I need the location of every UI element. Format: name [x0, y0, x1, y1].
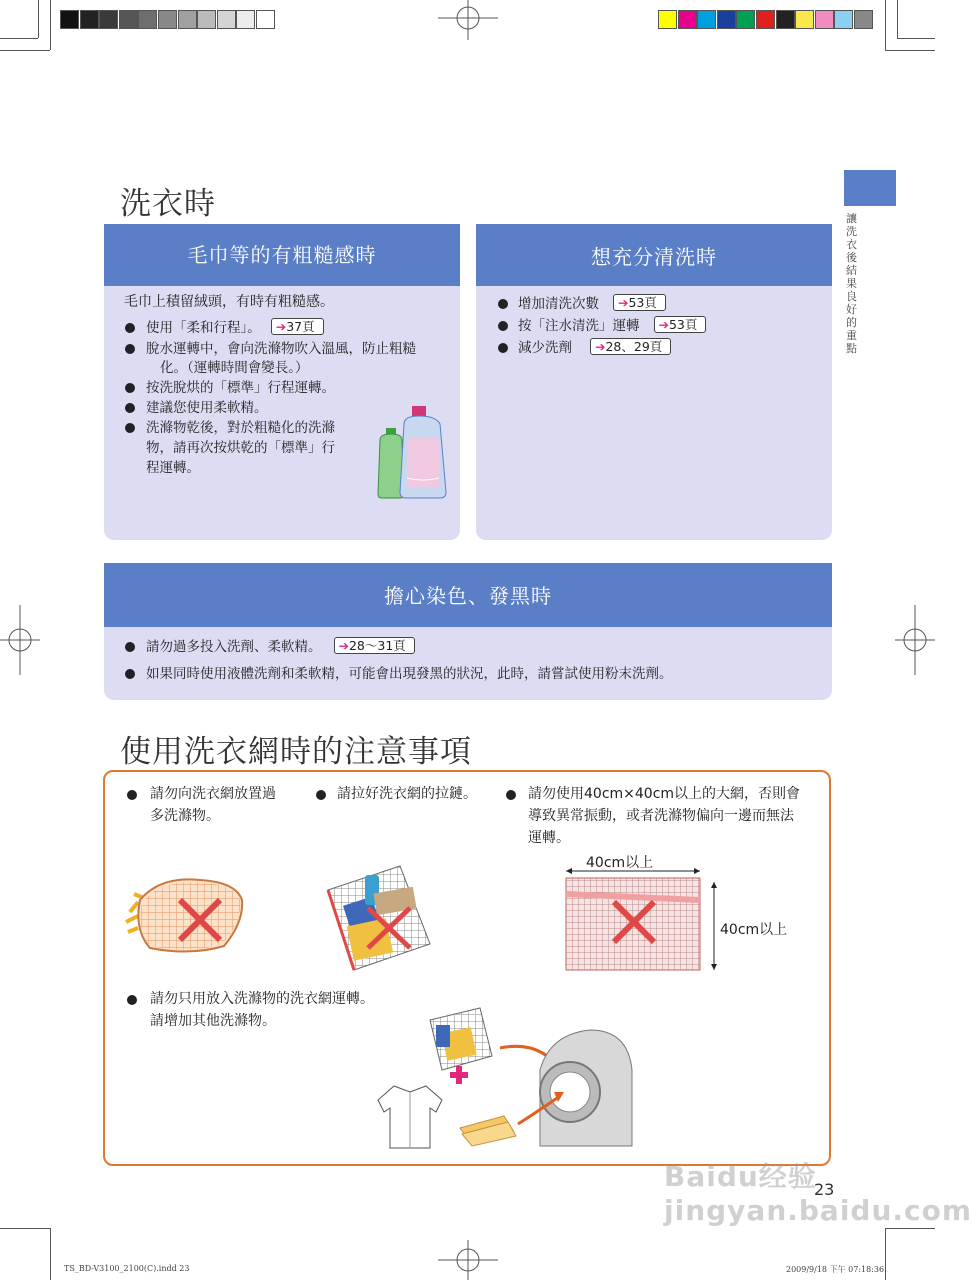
list-item — [146, 318, 324, 338]
list-item: 按洗脫烘的「標準」行程運轉。 — [146, 380, 335, 396]
ref-label: 53頁 — [668, 317, 698, 332]
section-title-laundry-net: 使用洗衣網時的注意事項 — [120, 734, 472, 770]
registration-mark-top — [438, 0, 498, 40]
list-item-cont: 物，請再次按烘乾的「標準」行 — [146, 440, 335, 456]
color-swatch — [834, 10, 853, 29]
watermark: Baidu经验 jingyan.baidu.com — [664, 1160, 972, 1227]
panel-heading: 毛巾等的有粗糙感時 — [104, 224, 460, 286]
page-ref — [613, 294, 666, 311]
page-ref — [590, 338, 671, 355]
registration-mark-left — [0, 605, 40, 675]
gray-swatch — [217, 10, 236, 29]
color-swatch — [697, 10, 716, 29]
bullet — [125, 383, 135, 393]
note-text: 請勿只用放入洗滌物的洗衣網運轉。 — [150, 991, 374, 1007]
note-text: 請勿向洗衣網放置過 — [150, 786, 276, 802]
item-text: 減少洗劑 — [518, 340, 572, 356]
panel-heading: 想充分清洗時 — [476, 224, 832, 286]
bullet — [125, 642, 135, 652]
section-title-washing: 洗衣時 — [120, 186, 216, 222]
color-swatch — [795, 10, 814, 29]
note-text: 運轉。 — [528, 830, 570, 846]
bullet — [498, 343, 508, 353]
overfilled-net-icon — [120, 870, 250, 960]
bullet — [125, 403, 135, 413]
footer-timestamp: 2009/9/18 下午 07:18:36 — [786, 1265, 885, 1274]
bullet — [316, 790, 326, 800]
gray-swatch — [236, 10, 255, 29]
panel-intro: 毛巾上積留絨頭，有時有粗糙感。 — [124, 294, 334, 310]
ref-label: 28～31頁 — [348, 638, 406, 653]
page-number: 23 — [814, 1180, 835, 1199]
note-text: 請增加其他洗滌物。 — [150, 1013, 276, 1029]
gray-swatch — [158, 10, 177, 29]
footer-file-name: TS_BD-V3100_2100(C).indd 23 — [64, 1264, 190, 1273]
gray-swatch — [197, 10, 216, 29]
bullet — [498, 321, 508, 331]
net-with-laundry-into-washer-icon — [370, 1000, 640, 1150]
arrow-right-icon: ➔ — [618, 295, 629, 310]
bullet — [125, 423, 135, 433]
arrow-right-icon: ➔ — [275, 319, 287, 334]
panel-heading: 擔心染色、發黑時 — [104, 563, 832, 627]
color-swatch — [658, 10, 677, 29]
list-item: 如果同時使用液體洗劑和柔軟精，可能會出現發黑的狀況，此時，請嘗試使用粉末洗劑。 — [146, 666, 673, 682]
page-ref — [654, 316, 707, 333]
bullet — [125, 344, 135, 354]
gray-swatch — [138, 10, 157, 29]
bullet — [125, 323, 135, 333]
registration-mark-right — [895, 605, 935, 675]
list-item — [518, 316, 706, 336]
gray-swatch — [99, 10, 118, 29]
registration-mark-bottom — [438, 1240, 498, 1280]
gray-swatch — [60, 10, 79, 29]
list-item — [518, 338, 671, 358]
bullet — [127, 995, 137, 1005]
bullet — [125, 669, 135, 679]
note-text: 多洗滌物。 — [150, 808, 220, 824]
list-item-cont: 程運轉。 — [146, 460, 200, 476]
item-text: 使用「柔和行程」。 — [146, 320, 261, 336]
color-swatch — [678, 10, 697, 29]
arrow-right-icon: ➔ — [595, 339, 606, 354]
list-item-cont: 化。（運轉時間會變長。） — [160, 360, 309, 376]
detergent-bottles-icon — [374, 404, 454, 500]
arrow-right-icon: ➔ — [338, 638, 349, 653]
ref-label: 53頁 — [628, 295, 657, 310]
panel-thorough-rinse — [476, 224, 832, 540]
color-swatch — [756, 10, 775, 29]
color-swatch — [854, 10, 873, 29]
bullet — [506, 790, 516, 800]
gray-swatch — [119, 10, 138, 29]
note-text: 請勿使用40cm×40cm以上的大網，否則會 — [528, 786, 801, 802]
sidebar-tab — [844, 170, 896, 206]
color-swatch — [815, 10, 834, 29]
dimension-height-label: 40cm以上 — [720, 922, 788, 938]
color-swatch — [776, 10, 795, 29]
color-swatch — [717, 10, 736, 29]
item-text: 按「注水清洗」運轉 — [518, 318, 640, 334]
list-item — [518, 294, 666, 314]
item-text: 增加清洗次數 — [518, 296, 599, 312]
item-text: 請勿過多投入洗劑、柔軟精。 — [146, 639, 322, 655]
unzipped-net-icon — [320, 860, 435, 975]
list-item: 洗滌物乾後，對於粗糙化的洗滌 — [146, 420, 335, 436]
bullet — [498, 299, 508, 309]
list-item — [146, 637, 415, 657]
note-text: 導致異常振動，或者洗滌物偏向一邊而無法 — [528, 808, 794, 824]
color-swatch — [736, 10, 755, 29]
gray-swatch — [256, 10, 275, 29]
list-item: 脫水運轉中，會向洗滌物吹入溫風，防止粗糙 — [146, 341, 416, 357]
page-ref — [271, 318, 324, 335]
gray-swatch — [80, 10, 99, 29]
ref-label: 28、29頁 — [605, 339, 663, 354]
sidebar-vertical-text: 讓洗衣後結果良好的重點 — [846, 212, 857, 355]
list-item: 建議您使用柔軟精。 — [146, 400, 268, 416]
ref-label: 37頁 — [286, 319, 315, 334]
bullet — [127, 790, 137, 800]
gray-swatch — [178, 10, 197, 29]
note-text: 請拉好洗衣網的拉鏈。 — [337, 786, 477, 802]
arrow-right-icon: ➔ — [658, 317, 669, 332]
page-ref — [334, 637, 415, 654]
oversized-net-icon — [560, 868, 725, 976]
dimension-width-label: 40cm以上 — [586, 855, 654, 871]
